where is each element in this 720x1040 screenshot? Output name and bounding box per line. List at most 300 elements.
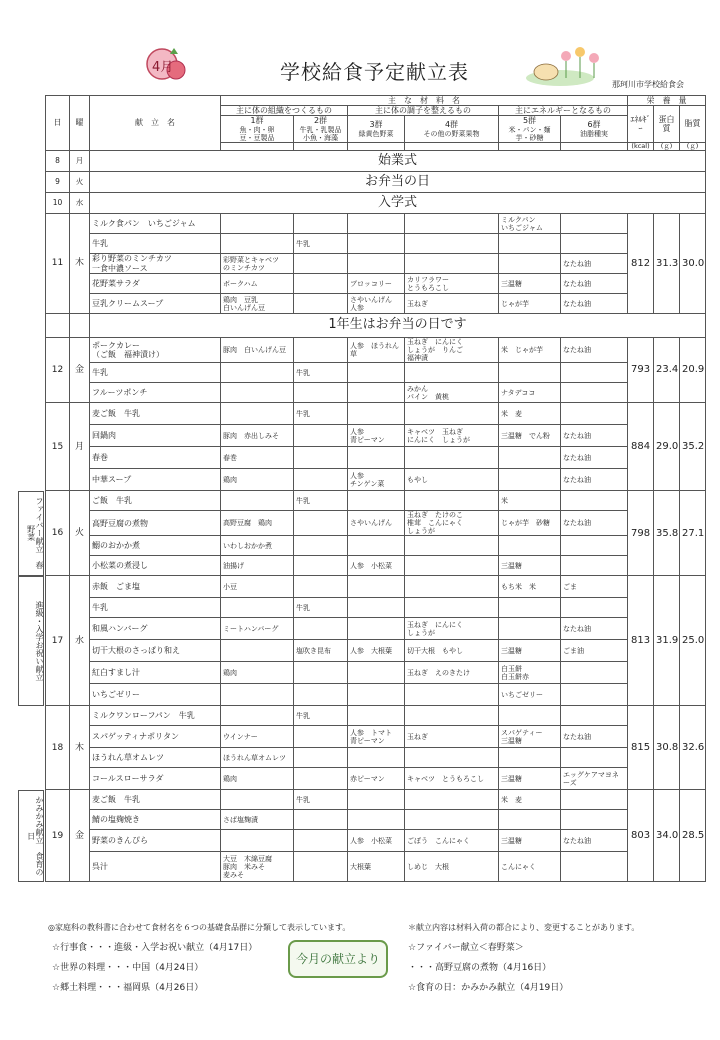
ingredient-g4 [405,363,499,383]
ingredient-g4: 玉ねぎ [405,726,499,748]
special-day-event: 始業式 [90,151,706,172]
ingredient-g1: 彩野菜とキャベツ のミンチカツ [221,254,294,274]
special-day-row [46,193,706,214]
spacer-cell [561,142,628,150]
group-condition-header: 主に体の調子を整えるもの [348,106,499,116]
food-group-g1-desc: 魚・肉・卵 豆・豆製品 [239,125,275,142]
month-badge [140,44,192,84]
food-group-g3-label: 3群 [369,120,383,130]
dish-name: 麦ご飯 牛乳 [90,790,221,810]
ingredient-g1: ミートハンバーグ [221,618,294,640]
dish-name: 花野菜サラダ [90,274,221,294]
ingredient-g6 [561,662,628,684]
menu-row [46,706,706,726]
special-menu-side-label: かみかみ献立 食育の日 [18,790,44,882]
ingredient-g5: 米 じゃが芋 [499,338,561,363]
ingredient-g3: さやいんげん 人参 [348,294,405,314]
food-group-g4-header [405,116,499,142]
ingredient-g3 [348,363,405,383]
food-group-g4-label: 4群 [444,120,459,130]
ingredient-g1 [221,598,294,618]
dish-name: いちごゼリー [90,684,221,706]
ingredient-g6: なたね油 [561,618,628,640]
day-number: 15 [46,403,70,491]
special-day-event: 入学式 [90,193,706,214]
ingredient-g4 [405,214,499,234]
protein-value: 31.9 [654,576,680,706]
energy-value: 813 [628,576,654,706]
first-grade-lunchbox-banner: 1年生はお弁当の日です [90,314,706,338]
ingredient-g3 [348,684,405,706]
ingredient-g4 [405,556,499,576]
ingredient-g5 [499,810,561,830]
ingredient-g1 [221,684,294,706]
weekday: 火 [70,491,90,576]
menu-row [46,234,706,254]
menu-row [46,556,706,576]
ingredient-g1 [221,214,294,234]
ingredient-g5 [499,363,561,383]
ingredient-g4: キャベツ 玉ねぎ にんにく しょうが [405,425,499,447]
ingredient-g4: 切干大根 もやし [405,640,499,662]
ingredient-g3: 人参 大根葉 [348,640,405,662]
ingredient-g5: 米 麦 [499,403,561,425]
dish-name: 回鍋肉 [90,425,221,447]
ingredient-g6 [561,403,628,425]
ingredient-g4: しめじ 大根 [405,852,499,882]
ingredient-g3 [348,810,405,830]
ingredient-g1 [221,234,294,254]
menu-row [46,383,706,403]
ingredient-g6: エッグケアマヨネーズ [561,768,628,790]
menu-row [46,294,706,314]
energy-value: 884 [628,403,654,491]
ingredient-g4 [405,234,499,254]
ingredient-g6: ごま [561,576,628,598]
ingredient-g6 [561,214,628,234]
dish-name: ミルク食パン いちごジャム [90,214,221,234]
dish-name: 高野豆腐の煮物 [90,511,221,536]
food-group-g3-header [348,116,405,142]
group-energy-header: 主にエネルギーとなるもの [499,106,628,116]
dish-name: 和風ハンバーグ [90,618,221,640]
special-day-row [46,172,706,193]
ingredient-g4 [405,684,499,706]
ingredient-g1: 鶏肉 [221,662,294,684]
menu-row [46,640,706,662]
weekday: 火 [70,172,90,193]
dish-name: 鯖の塩麹焼き [90,810,221,830]
menu-row [46,662,706,684]
ingredient-g3 [348,536,405,556]
col-day-header: 日 [46,96,70,151]
ingredient-g2 [294,768,348,790]
ingredient-g2: 牛乳 [294,706,348,726]
fat-value: 25.0 [680,576,706,706]
ingredient-g1 [221,491,294,511]
food-group-g6-label: 6群 [587,120,601,130]
dish-name: 麦ご飯 牛乳 [90,403,221,425]
energy-unit: (kcal) [628,142,654,150]
ingredient-g1: ほうれん草オムレツ [221,748,294,768]
dish-name: 牛乳 [90,234,221,254]
ingredient-g2 [294,383,348,403]
ingredient-g1 [221,383,294,403]
ingredient-g3 [348,706,405,726]
dish-name: フルーツポンチ [90,383,221,403]
energy-value: 812 [628,214,654,314]
ingredient-g4 [405,598,499,618]
spacer-cell [294,142,348,150]
ingredient-g5 [499,618,561,640]
special-day-event: お弁当の日 [90,172,706,193]
special-menu-side-label: 進級・入学お祝い献立 [18,576,44,706]
ingredient-g1: 鶏肉 豆乳 白いんげん豆 [221,294,294,314]
this-month-sign: 今月の献立より [288,940,388,978]
ingredient-g3 [348,576,405,598]
ingredient-g2 [294,748,348,768]
ingredient-g2 [294,469,348,491]
ingredient-g6: なたね油 [561,511,628,536]
col-nutrition-header: 栄 養 量 [628,96,706,106]
ingredient-g3: 人参 チンゲン菜 [348,469,405,491]
ingredient-g6 [561,363,628,383]
protein-value: 23.4 [654,338,680,403]
footer-local-cuisine: ☆郷土料理・・・福岡県（4月26日） [52,983,204,993]
col-weekday-header: 曜 [70,96,90,151]
ingredient-g5 [499,598,561,618]
menu-row [46,338,706,363]
dish-name: ご飯 牛乳 [90,491,221,511]
protein-value: 35.8 [654,491,680,576]
banner-row [46,314,706,338]
day-number: 18 [46,706,70,790]
ingredient-g2 [294,830,348,852]
ingredient-g2 [294,556,348,576]
ingredient-g5: 三温糖 [499,556,561,576]
organization-name: 那珂川市学校給食会 [612,80,684,89]
ingredient-g1 [221,363,294,383]
ingredient-g4 [405,536,499,556]
footer-fiber-detail: ・・・高野豆腐の煮物（4月16日） [408,963,552,973]
menu-row [46,598,706,618]
protein-header: 蛋白質 [654,106,680,142]
day-number: 10 [46,193,70,214]
fat-value: 35.2 [680,403,706,491]
note-right: ＊献立内容は材料入荷の都合により、変更することがあります。 [408,923,640,932]
special-menu-side-label: ファイバー献立 春野菜 [18,491,44,576]
ingredient-g3: 人参 小松菜 [348,830,405,852]
ingredient-g1 [221,830,294,852]
energy-header: ｴﾈﾙｷﾞｰ [628,106,654,142]
ingredient-g4: 玉ねぎ にんにく しょうが りんご 福神漬 [405,338,499,363]
ingredient-g4: みかん パイン 黄桃 [405,383,499,403]
dish-name: 豆乳クリームスープ [90,294,221,314]
ingredient-g1: 豚肉 白いんげん豆 [221,338,294,363]
ingredient-g2 [294,852,348,882]
ingredient-g5 [499,254,561,274]
ingredient-g3 [348,618,405,640]
weekday: 月 [70,151,90,172]
menu-row [46,790,706,810]
ingredient-g2: 塩吹き昆布 [294,640,348,662]
ingredient-g1: 高野豆腐 鶏肉 [221,511,294,536]
menu-row [46,536,706,556]
menu-row [46,363,706,383]
note-left: ◎家庭科の教科書に合わせて食材名を６つの基礎食品群に分類して表示しています。 [48,923,351,932]
ingredient-g6 [561,383,628,403]
ingredient-g5: 三温糖 [499,640,561,662]
ingredient-g2 [294,294,348,314]
ingredient-g5 [499,234,561,254]
ingredient-g6: なたね油 [561,830,628,852]
ingredient-g4: 玉ねぎ [405,294,499,314]
ingredient-g1: 春巻 [221,447,294,469]
food-group-g6-desc: 油脂種実 [580,129,609,138]
weekday: 木 [70,706,90,790]
ingredient-g1: ウインナー [221,726,294,748]
dish-name: 牛乳 [90,598,221,618]
dish-name: 春巻 [90,447,221,469]
food-group-g2-header [294,116,348,142]
ingredient-g2 [294,618,348,640]
energy-value: 798 [628,491,654,576]
ingredient-g6 [561,790,628,810]
ingredient-g3 [348,254,405,274]
ingredient-g6: なたね油 [561,274,628,294]
ingredient-g5: 三温糖 でん粉 [499,425,561,447]
ingredient-g2: 牛乳 [294,234,348,254]
day-number: 12 [46,338,70,403]
ingredient-g2 [294,447,348,469]
ingredient-g4: 玉ねぎ にんにく しょうが [405,618,499,640]
ingredient-g2 [294,511,348,536]
food-group-g5-header [499,116,561,142]
food-group-g1-header [221,116,294,142]
weekday: 木 [70,214,90,314]
ingredient-g3: ブロッコリー [348,274,405,294]
fat-header: 脂質 [680,106,706,142]
ingredient-g6 [561,706,628,726]
dish-name: 野菜のきんぴら [90,830,221,852]
day-number: 8 [46,151,70,172]
menu-row [46,576,706,598]
dish-name: 牛乳 [90,363,221,383]
ingredient-g6 [561,234,628,254]
group-body-header: 主に体の組織をつくるもの [221,106,348,116]
energy-value: 815 [628,706,654,790]
dish-name: 小松菜の煮浸し [90,556,221,576]
ingredient-g5: ミルクパン いちごジャム [499,214,561,234]
menu-row [46,274,706,294]
ingredient-g2: 牛乳 [294,491,348,511]
ingredient-g6 [561,491,628,511]
spacer-cell [221,142,294,150]
ingredient-g2: 牛乳 [294,790,348,810]
ingredient-g5: こんにゃく [499,852,561,882]
ingredient-g5: 三温糖 [499,274,561,294]
month-badge-text: 4月 [152,60,174,75]
ingredient-g1: いわしおかか煮 [221,536,294,556]
ingredient-g5: 三温糖 [499,768,561,790]
ingredient-g5: 米 麦 [499,790,561,810]
banner-spacer [70,314,90,338]
ingredient-g4: キャベツ とうもろこし [405,768,499,790]
ingredient-g3: 人参 トマト 青ピーマン [348,726,405,748]
ingredient-g3 [348,447,405,469]
dish-name: 紅白すまし汁 [90,662,221,684]
footer-fiber-menu: ☆ファイバー献立＜春野菜＞ [408,943,524,953]
ingredient-g6 [561,748,628,768]
ingredient-g6: なたね油 [561,338,628,363]
day-number: 19 [46,790,70,882]
ingredient-g3: 赤ピーマン [348,768,405,790]
protein-value: 31.3 [654,214,680,314]
ingredient-g2: 牛乳 [294,363,348,383]
menu-row [46,726,706,748]
weekday: 月 [70,403,90,491]
ingredient-g5 [499,536,561,556]
ingredient-g6: ごま油 [561,640,628,662]
ingredient-g6 [561,852,628,882]
spacer-cell [348,142,405,150]
menu-row [46,511,706,536]
ingredient-g5: もち米 米 [499,576,561,598]
day-number: 11 [46,214,70,314]
ingredient-g5: スパゲティー 三温糖 [499,726,561,748]
menu-row [46,618,706,640]
special-day-row [46,151,706,172]
ingredient-g4: カリフラワー とうもろこし [405,274,499,294]
dish-name: コールスローサラダ [90,768,221,790]
ingredient-g2 [294,536,348,556]
ingredient-g1: さば塩麹漬 [221,810,294,830]
weekday: 金 [70,790,90,882]
ingredient-g3: 人参 小松菜 [348,556,405,576]
ingredient-g5 [499,469,561,491]
day-number: 16 [46,491,70,576]
ingredient-g4 [405,403,499,425]
ingredient-g6 [561,810,628,830]
food-group-g5-label: 5群 [522,116,537,126]
spacer-cell [405,142,499,150]
food-group-g5-desc: 米・パン・麺 芋・砂糖 [508,125,551,142]
ingredient-g6 [561,598,628,618]
ingredient-g1 [221,403,294,425]
fat-value: 30.0 [680,214,706,314]
ingredient-g4 [405,576,499,598]
ingredient-g3 [348,790,405,810]
ingredient-g6 [561,684,628,706]
ingredient-g2 [294,338,348,363]
ingredient-g4 [405,810,499,830]
ingredient-g5: いちごゼリー [499,684,561,706]
ingredient-g4 [405,491,499,511]
ingredient-g3 [348,214,405,234]
ingredient-g3 [348,662,405,684]
day-number: 9 [46,172,70,193]
menu-row [46,254,706,274]
protein-value: 30.8 [654,706,680,790]
ingredient-g5: 米 [499,491,561,511]
weekday: 金 [70,338,90,403]
fat-unit: (ｇ) [680,142,706,150]
menu-row [46,491,706,511]
ingredient-g3 [348,491,405,511]
dish-name: 切干大根のさっぱり和え [90,640,221,662]
energy-value: 803 [628,790,654,882]
ingredient-g1: 小豆 [221,576,294,598]
page-title: 学校給食予定献立表 [280,60,469,84]
ingredient-g6: なたね油 [561,425,628,447]
dish-name: 鰯のおかか煮 [90,536,221,556]
dish-name: ポークカレー （ご飯 福神漬け） [90,338,221,363]
dish-name: 彩り野菜のミンチカツ 一食中濃ソース [90,254,221,274]
fat-value: 28.5 [680,790,706,882]
menu-row [46,403,706,425]
ingredient-g1: ボークハム [221,274,294,294]
food-group-g2-desc: 牛乳・乳製品 小魚・海藻 [299,125,342,142]
ingredient-g3: 人参 青ピーマン [348,425,405,447]
fat-value: 27.1 [680,491,706,576]
spacer-cell [499,142,561,150]
menu-row [46,214,706,234]
ingredient-g3: 大根葉 [348,852,405,882]
ingredient-g3 [348,748,405,768]
ingredient-g1: 鶏肉 [221,469,294,491]
ingredient-g4 [405,790,499,810]
ingredient-g1: 鶏肉 [221,768,294,790]
ingredient-g4 [405,748,499,768]
ingredient-g4: 玉ねぎ えのきたけ [405,662,499,684]
footer-world-cuisine: ☆世界の料理・・・中国（4月24日） [52,963,204,973]
day-number: 17 [46,576,70,706]
ingredient-g2 [294,425,348,447]
ingredient-g6 [561,556,628,576]
ingredient-g4 [405,447,499,469]
food-group-g2-label: 2群 [313,116,328,126]
ingredient-g2: 牛乳 [294,403,348,425]
food-group-g1-label: 1群 [250,116,264,126]
ingredient-g4: ごぼう こんにゃく [405,830,499,852]
ingredient-g1 [221,790,294,810]
dish-name: 中華スープ [90,469,221,491]
menu-row [46,830,706,852]
protein-value: 29.0 [654,403,680,491]
ingredient-g2 [294,662,348,684]
dish-name: スパゲッティナポリタン [90,726,221,748]
food-group-g3-desc: 緑黄色野菜 [358,129,394,138]
ingredient-g5 [499,447,561,469]
fat-value: 32.6 [680,706,706,790]
menu-row [46,768,706,790]
banner-spacer [46,314,70,338]
protein-unit: (ｇ) [654,142,680,150]
ingredient-g2 [294,254,348,274]
menu-row [46,469,706,491]
ingredient-g2 [294,726,348,748]
ingredient-g2 [294,810,348,830]
ingredient-g3: さやいんげん [348,511,405,536]
ingredient-g4 [405,706,499,726]
col-materials-header: 主 な 材 料 名 [221,96,628,106]
ingredient-g5: 白玉餅 白玉餅赤 [499,662,561,684]
ingredient-g2 [294,214,348,234]
ingredient-g5 [499,748,561,768]
ingredient-g6 [561,536,628,556]
ingredient-g6: なたね油 [561,469,628,491]
ingredient-g2 [294,274,348,294]
